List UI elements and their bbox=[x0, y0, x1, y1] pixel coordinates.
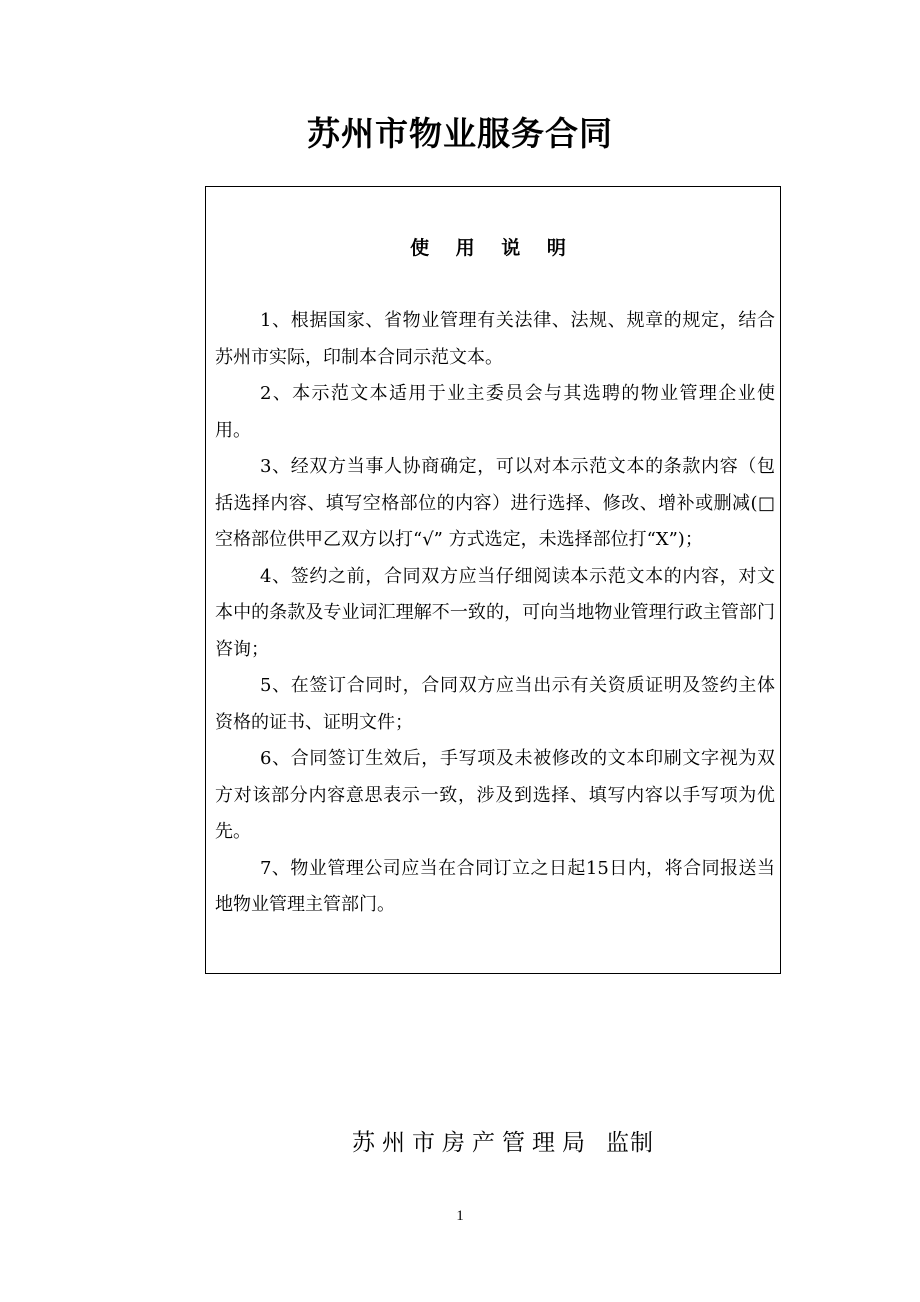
supervisor-role: 监制 bbox=[606, 1130, 654, 1156]
instructions-heading: 使 用 说 明 bbox=[410, 237, 576, 259]
instruction-item: 3、经双方当事人协商确定，可以对本示范文本的条款内容（包括选择内容、填写空格部位的内容）进行选择、修改、增补或删减(□空格部位供甲乙双方以打“√” 方式选定，未选择部位打“X”)； bbox=[215, 456, 775, 550]
supervisor-line bbox=[352, 1124, 654, 1157]
instruction-item: 7、物业管理公司应当在合同订立之日起15日内，将合同报送当地物业管理主管部门。 bbox=[215, 857, 775, 915]
supervisor-organization: 苏州市房产管理局 bbox=[352, 1130, 592, 1156]
instruction-item: 6、合同签订生效后，手写项及未被修改的文本印刷文字视为双方对该部分内容意思表示一致，涉及到选择、填写内容以手写项为优先。 bbox=[215, 748, 775, 842]
instruction-item: 1、根据国家、省物业管理有关法律、法规、规章的规定，结合苏州市实际，印制本合同示范文本。 bbox=[215, 310, 775, 368]
page-number: 1 bbox=[456, 1208, 464, 1224]
instructions-list bbox=[215, 303, 775, 924]
instruction-item: 4、签约之前，合同双方应当仔细阅读本示范文本的内容，对文本中的条款及专业词汇理解不一致的，可向当地物业管理行政主管部门咨询； bbox=[215, 565, 775, 660]
instruction-item: 5、在签订合同时，合同双方应当出示有关资质证明及签约主体资格的证书、证明文件； bbox=[215, 675, 775, 733]
page-title: 苏州市物业服务合同 bbox=[307, 114, 613, 153]
instruction-item: 2、本示范文本适用于业主委员会与其选聘的物业管理企业使用。 bbox=[215, 383, 775, 441]
